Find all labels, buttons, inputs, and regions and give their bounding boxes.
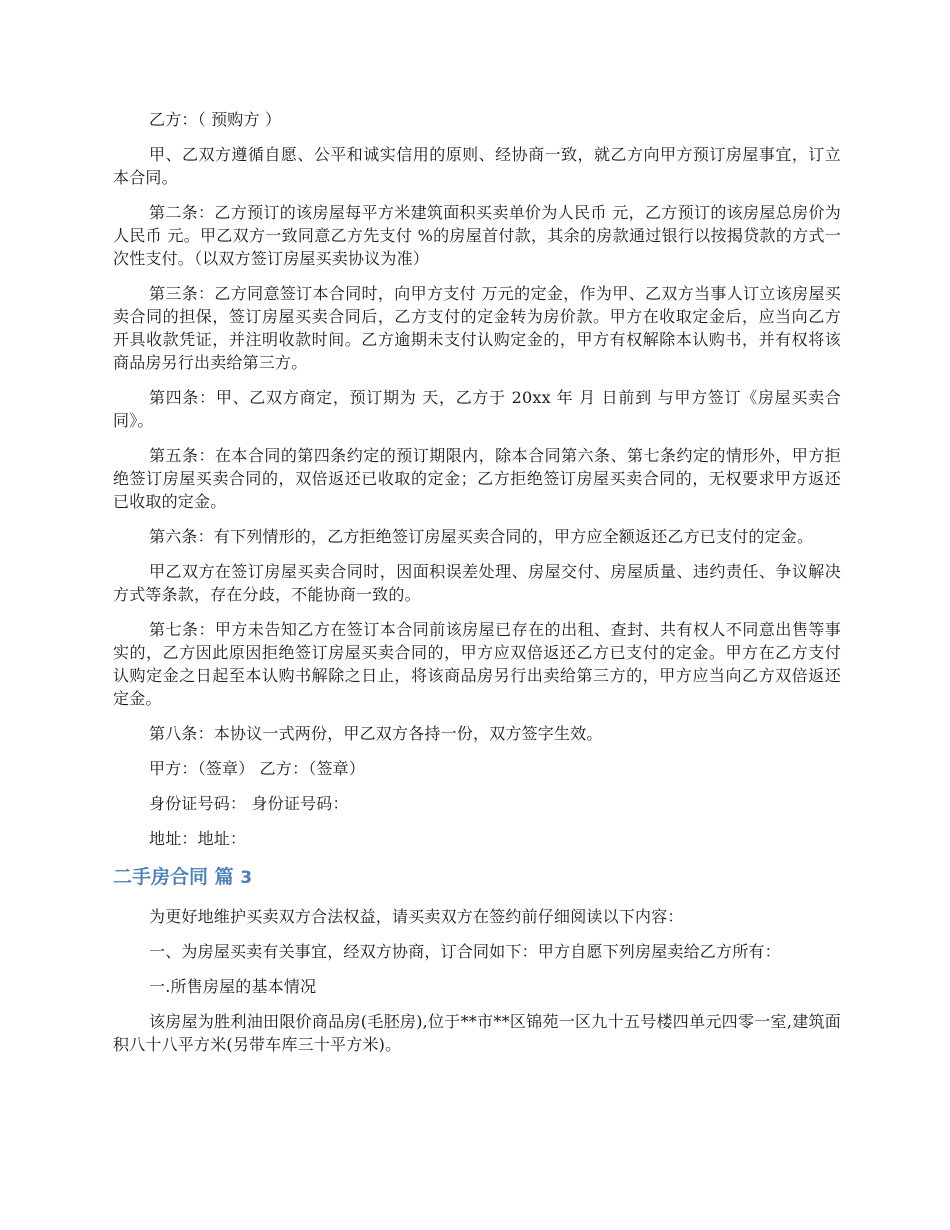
section-heading [113,864,841,891]
party-b-line: 乙方：（ 预购方 ） [149,110,282,129]
clause-6-detail-paragraph: 甲乙双方在签订房屋买卖合同时，因面积误差处理、房屋交付、房屋质量、违约责任、争议解决方式等条款，存在分歧，不能协商一致的。 [113,562,841,604]
intro-paragraph: 为更好地维护买卖双方合法权益，请买卖双方在签约前仔细阅读以下内容： [149,907,684,926]
address-line: 地址：地址： [149,829,247,848]
section-heading-text: 二手房合同 篇 [113,866,234,888]
clause-4-paragraph: 第四条：甲、乙双方商定，预订期为 天，乙方于 20xx 年 月 日前到 与甲方签订《房屋买卖合同》。 [113,388,841,430]
section-heading-number: 3 [240,868,253,888]
id-number-line: 身份证号码： 身份证号码： [149,794,349,813]
document-page [113,108,841,1068]
article-1-paragraph: 一、为房屋买卖有关事宜，经双方协商，订合同如下：甲方自愿下列房屋卖给乙方所有： [149,942,781,961]
preamble-paragraph: 甲、乙双方遵循自愿、公平和诚实信用的原则、经协商一致，就乙方向甲方预订房屋事宜，订立本合同。 [113,145,841,187]
clause-5-paragraph: 第五条：在本合同的第四条约定的预订期限内，除本合同第六条、第七条约定的情形外，甲方拒绝签订房屋买卖合同的，双倍返还已收取的定金；乙方拒绝签订房屋买卖合同的，无权要求甲方返还已收取的定金。 [113,446,841,511]
property-info-heading: 一.所售房屋的基本情况 [149,977,317,996]
signature-line: 甲方：（签章） 乙方：（签章） [149,759,366,778]
clause-3-paragraph: 第三条：乙方同意签订本合同时，向甲方支付 万元的定金，作为甲、乙双方当事人订立该房屋买卖合同的担保，签订房屋买卖合同后，乙方支付的定金转为房价款。甲方在收取定金后，应当向乙方开具收款凭证，并注明收款时间。乙方逾期未支付认购定金的，甲方有权解除本认购书，并有权将该商品房另行出卖给第三方。 [113,284,841,372]
clause-2-paragraph: 第二条：乙方预订的该房屋每平方米建筑面积买卖单价为人民币 元，乙方预订的该房屋总房价为人民币 元。甲乙双方一致同意乙方先支付 %的房屋首付款，其余的房款通过银行以按揭贷款的方式一次性支付。（以双方签订房屋买卖协议为准） [113,203,841,268]
clause-8-paragraph: 第八条：本协议一式两份，甲乙双方各持一份，双方签字生效。 [149,724,603,743]
clause-6-paragraph: 第六条：有下列情形的，乙方拒绝签订房屋买卖合同的，甲方应全额返还乙方已支付的定金。 [149,527,814,546]
clause-7-paragraph: 第七条：甲方未告知乙方在签订本合同前该房屋已存在的出租、查封、共有权人不同意出售等事实的，乙方因此原因拒绝签订房屋买卖合同的，甲方应双倍返还乙方已支付的定金。甲方在乙方支付认购定金之日起至本认购书解除之日止，将该商品房另行出卖给第三方的，甲方应当向乙方双倍返还定金。 [113,620,841,708]
property-description-paragraph: 该房屋为胜利油田限价商品房(毛胚房),位于**市**区锦苑一区九十五号楼四单元四零一室,建筑面积八十八平方米(另带车库三十平方米)。 [113,1012,841,1054]
